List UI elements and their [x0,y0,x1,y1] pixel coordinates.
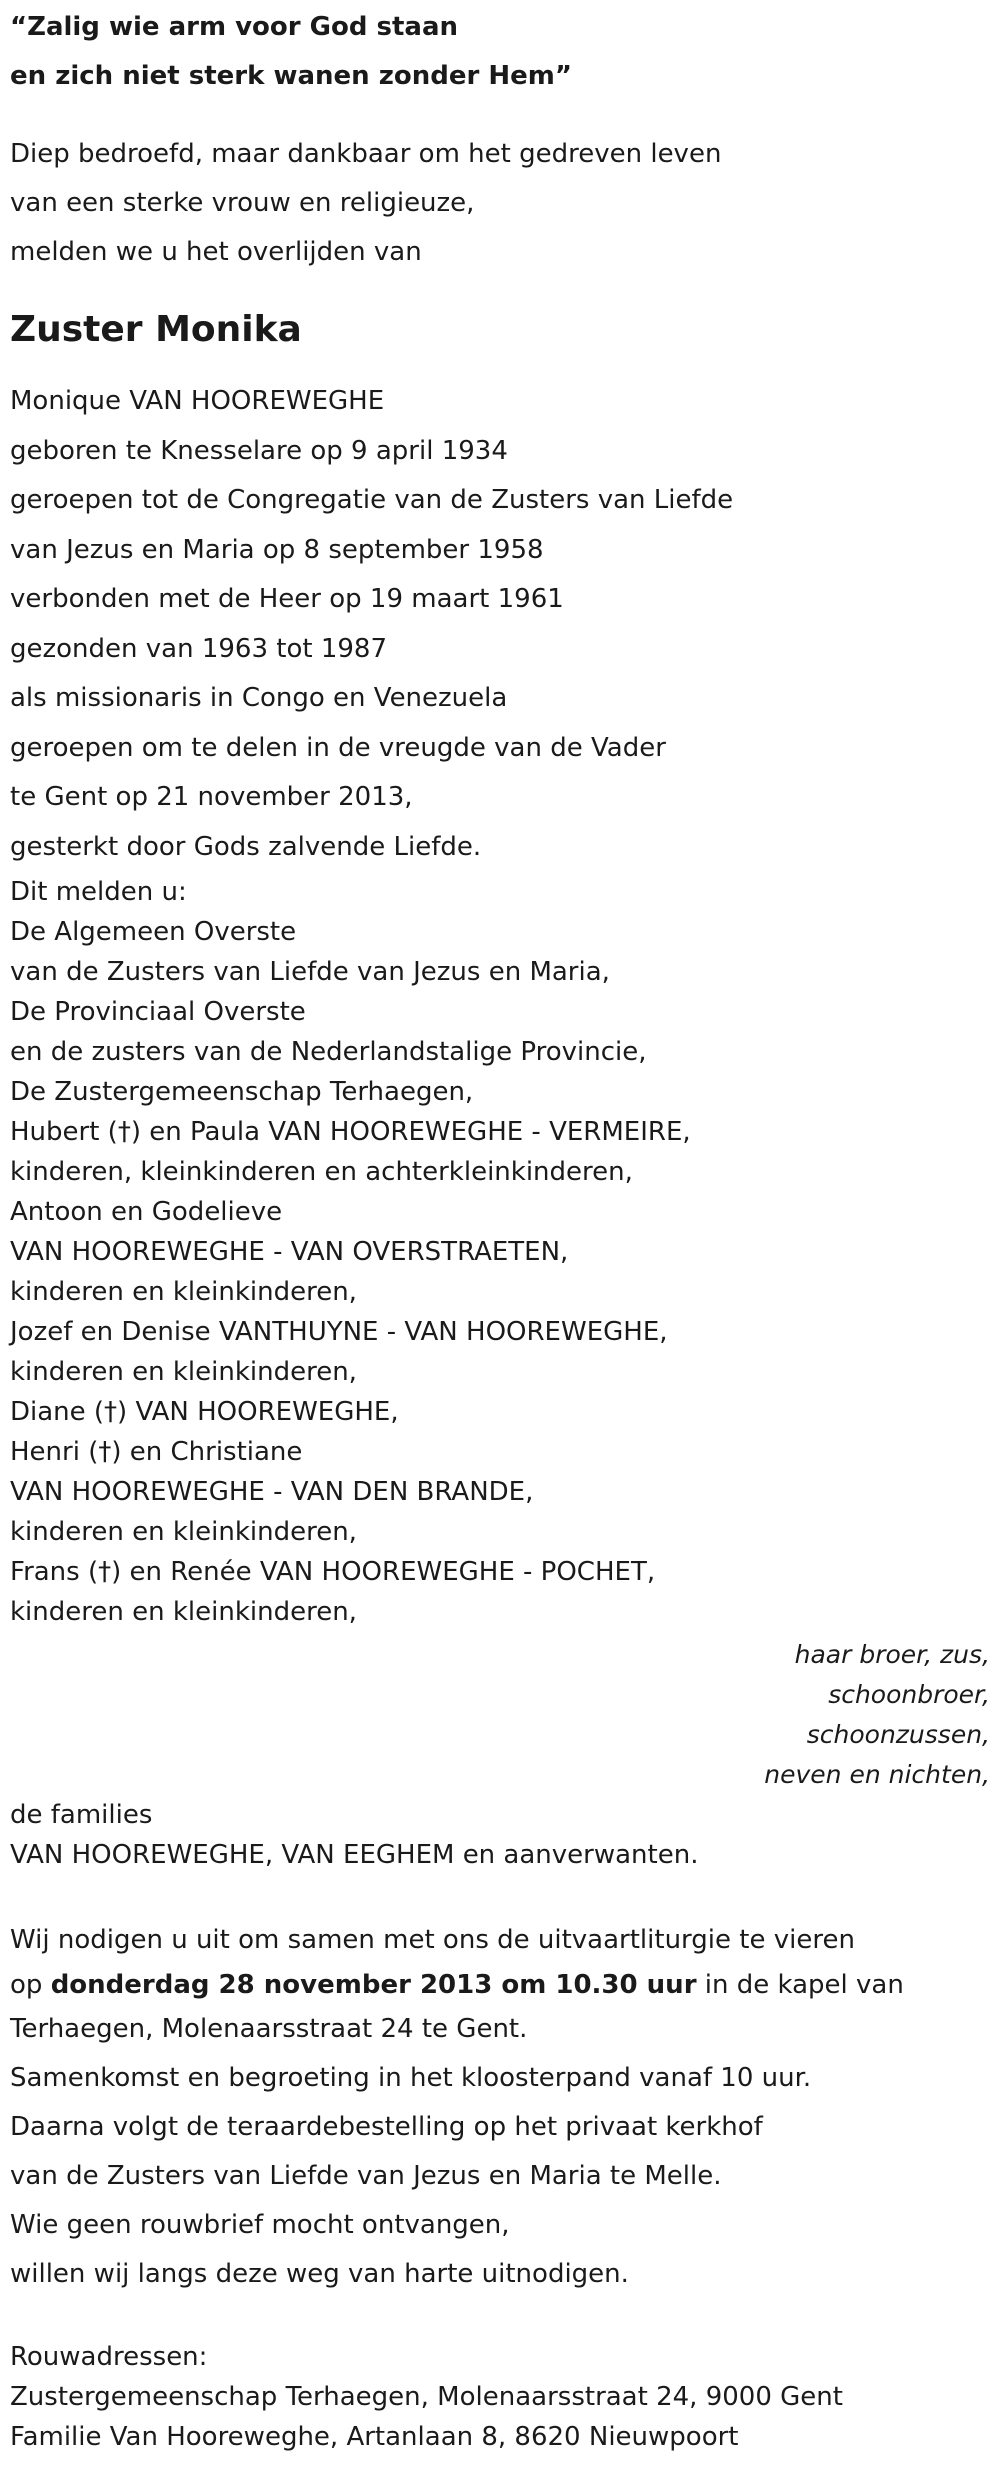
addresses-title: Rouwadressen: [10,2342,208,2372]
relation-line: schoonbroer, [828,1680,990,1709]
bio-line: van Jezus en Maria op 8 september 1958 [10,534,544,565]
bio-line: geroepen tot de Congregatie van de Zusters van Liefde [10,485,734,515]
announcer-line: De Zustergemeenschap Terhaegen, [10,1077,474,1107]
address-line: Zustergemeenschap Terhaegen, Molenaarsstraat 24, 9000 Gent [10,2382,843,2412]
deceased-name: Zuster Monika [10,309,302,350]
families-line-1: de families [10,1800,153,1830]
quote-line-2: en zich niet sterk wanen zonder Hem” [10,61,572,91]
intro-line-3: melden we u het overlijden van [10,237,422,267]
funeral-burial-2: van de Zusters van Liefde van Jezus en Maria te Melle. [10,2161,722,2191]
bio-line: geroepen om te delen in de vreugde van de Vader [10,732,666,763]
funeral-gathering: Samenkomst en begroeting in het kloosterpand vanaf 10 uur. [10,2063,812,2093]
funeral-burial-1: Daarna volgt de teraardebestelling op het privaat kerkhof [10,2112,763,2142]
bio-line: gesterkt door Gods zalvende Liefde. [10,831,482,862]
relation-line: haar broer, zus, [794,1640,990,1669]
funeral-date-suffix: in de kapel van [696,1970,904,2000]
mourning-addresses [10,2337,990,2457]
funeral-invite: Wij nodigen u uit om samen met ons de uitvaartliturgie te vieren [10,1925,855,1955]
opening-quote [10,0,990,101]
announcer-line: en de zusters van de Nederlandstalige Provincie, [10,1037,647,1067]
bio-line: te Gent op 21 november 2013, [10,782,413,812]
funeral-invite-1: Wie geen rouwbrief mocht ontvangen, [10,2210,510,2240]
announcer-line: Diane (†) VAN HOOREWEGHE, [10,1397,399,1427]
announcer-line: Henri (†) en Christiane [10,1437,303,1467]
intro-line-1: Diep bedroefd, maar dankbaar om het gedreven leven [10,139,722,169]
funeral-date-line [10,1965,990,2005]
announcer-line: kinderen en kleinkinderen, [10,1357,357,1387]
announcer-line: kinderen en kleinkinderen, [10,1277,357,1307]
announcer-line: kinderen en kleinkinderen, [10,1597,357,1627]
families-line-2: VAN HOOREWEGHE, VAN EEGHEM en aanverwanten. [10,1840,699,1870]
announcer-line: kinderen, kleinkinderen en achterkleinkinderen, [10,1157,633,1187]
families-block [10,1795,990,1875]
obituary-document [10,0,990,2457]
announcer-line: Antoon en Godelieve [10,1197,283,1227]
intro-paragraph [10,130,990,277]
bio-line: geboren te Knesselare op 9 april 1934 [10,435,508,466]
announcers-list [10,872,990,1632]
relation-line: neven en nichten, [764,1760,990,1789]
announcer-line: kinderen en kleinkinderen, [10,1517,357,1547]
bio-line: gezonden van 1963 tot 1987 [10,633,387,664]
announcer-line: Hubert (†) en Paula VAN HOOREWEGHE - VERMEIRE, [10,1117,691,1147]
announcer-line: De Algemeen Overste [10,917,297,947]
intro-line-2: van een sterke vrouw en religieuze, [10,188,475,218]
funeral-date-prefix: op [10,1970,51,2000]
quote-line-1: “Zalig wie arm voor God staan [10,12,459,42]
announcer-line: VAN HOOREWEGHE - VAN DEN BRANDE, [10,1477,534,1507]
funeral-place: Terhaegen, Molenaarsstraat 24 te Gent. [10,2014,528,2044]
announcer-line: Frans (†) en Renée VAN HOOREWEGHE - POCHET, [10,1557,656,1587]
funeral-invite-2: willen wij langs deze weg van harte uitnodigen. [10,2259,629,2289]
announcer-line: VAN HOOREWEGHE - VAN OVERSTRAETEN, [10,1237,569,1267]
announcers-intro: Dit melden u: [10,877,187,907]
funeral-date: donderdag 28 november 2013 om 10.30 uur [50,1970,697,2000]
bio-line: Monique VAN HOOREWEGHE [10,386,385,416]
announcer-line: van de Zusters van Liefde van Jezus en Maria, [10,957,610,987]
bio-line: als missionaris in Congo en Venezuela [10,683,508,713]
bio-line: verbonden met de Heer op 19 maart 1961 [10,584,564,614]
funeral-details [10,1916,990,2299]
relation-line: schoonzussen, [806,1720,990,1749]
address-line: Familie Van Hooreweghe, Artanlaan 8, 8620 Nieuwpoort [10,2422,739,2452]
announcer-line: Jozef en Denise VANTHUYNE - VAN HOOREWEGHE, [10,1317,668,1347]
announcer-line: De Provinciaal Overste [10,997,306,1027]
relations-block [10,1635,990,1795]
biography [10,377,990,872]
